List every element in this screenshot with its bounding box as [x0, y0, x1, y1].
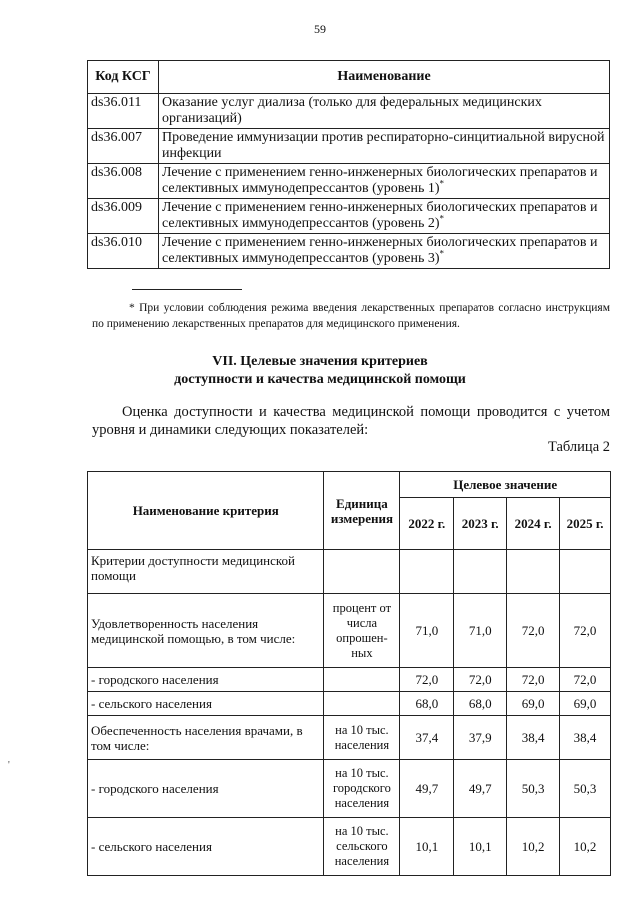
- ksg-name: Лечение с применением генно-инженерных биологических препаратов и селективных иммунодепрессантов (уровень 2)*: [159, 199, 610, 234]
- value-cell: 72,0: [507, 668, 560, 692]
- value-cell: 72,0: [454, 668, 507, 692]
- table-row: [88, 716, 611, 760]
- value-cell: [507, 550, 560, 594]
- table-row: [88, 668, 611, 692]
- footnote-divider: [132, 289, 242, 290]
- criterion-unit: [324, 692, 400, 716]
- criterion-name: - городского населения: [88, 668, 324, 692]
- table-row: [88, 199, 610, 234]
- ksg-name: Лечение с применением генно-инженерных биологических препаратов и селективных иммунодепрессантов (уровень 1)*: [159, 164, 610, 199]
- value-cell: 72,0: [507, 594, 560, 668]
- value-cell: 69,0: [507, 692, 560, 716]
- value-cell: 10,1: [400, 818, 454, 876]
- value-cell: 37,9: [454, 716, 507, 760]
- value-cell: 49,7: [454, 760, 507, 818]
- ksg-code: ds36.011: [88, 94, 159, 129]
- table-row: [88, 760, 611, 818]
- value-cell: 69,0: [560, 692, 611, 716]
- unit-header: Единица измерения: [324, 472, 400, 550]
- footnote-mark: *: [439, 248, 445, 259]
- ksg-code: ds36.009: [88, 199, 159, 234]
- page-number: 59: [314, 22, 326, 36]
- value-cell: 68,0: [454, 692, 507, 716]
- ksg-code: ds36.007: [88, 129, 159, 164]
- table-row: [88, 94, 610, 129]
- year-header: 2025 г.: [560, 498, 611, 550]
- ksg-name-header: Наименование: [159, 61, 610, 94]
- criterion-name: - сельского населения: [88, 692, 324, 716]
- value-cell: [454, 550, 507, 594]
- table-row: [88, 234, 610, 269]
- criterion-name: Обеспеченность населения врачами, в том числе:: [88, 716, 324, 760]
- footnote-mark: *: [439, 178, 445, 189]
- criterion-unit: на 10 тыс. городского населения: [324, 760, 400, 818]
- value-cell: 72,0: [560, 668, 611, 692]
- ksg-code-header: Код КСГ: [88, 61, 159, 94]
- year-header: 2022 г.: [400, 498, 454, 550]
- value-cell: 71,0: [454, 594, 507, 668]
- value-cell: 72,0: [560, 594, 611, 668]
- footnote: * При условии соблюдения режима введения лекарственных препаратов согласно инструкциям по применению лекарственных препаратов для медицинского применения.: [92, 302, 610, 330]
- section-heading: [0, 353, 640, 389]
- intro-paragraph: Оценка доступности и качества медицинской помощи проводится с учетом уровня и динамики следующих показателей:: [92, 404, 610, 438]
- table-row: [88, 594, 611, 668]
- value-cell: 50,3: [560, 760, 611, 818]
- value-cell: 50,3: [507, 760, 560, 818]
- value-cell: 38,4: [560, 716, 611, 760]
- table-row: [88, 818, 611, 876]
- criterion-name: Удовлетворенность населения медицинской помощью, в том числе:: [88, 594, 324, 668]
- ksg-code: ds36.010: [88, 234, 159, 269]
- target-value-header: Целевое значение: [400, 472, 611, 498]
- ksg-table: [87, 60, 610, 269]
- value-cell: [400, 550, 454, 594]
- value-cell: 72,0: [400, 668, 454, 692]
- criterion-name: Критерии доступности медицинской помощи: [88, 550, 324, 594]
- value-cell: 68,0: [400, 692, 454, 716]
- ksg-code: ds36.008: [88, 164, 159, 199]
- ksg-name: Лечение с применением генно-инженерных биологических препаратов и селективных иммунодепрессантов (уровень 3)*: [159, 234, 610, 269]
- footnote-mark: *: [439, 213, 445, 224]
- value-cell: 37,4: [400, 716, 454, 760]
- year-header: 2023 г.: [454, 498, 507, 550]
- table-row: [88, 550, 611, 594]
- ksg-name: Оказание услуг диализа (только для федеральных медицинских организаций): [159, 94, 610, 129]
- criterion-unit: процент от числа опрошен-ных: [324, 594, 400, 668]
- criterion-name: - сельского населения: [88, 818, 324, 876]
- section-heading-line-2: доступности и качества медицинской помощи: [174, 372, 466, 387]
- value-cell: 10,2: [560, 818, 611, 876]
- criterion-unit: [324, 668, 400, 692]
- criterion-unit: на 10 тыс. сельского населения: [324, 818, 400, 876]
- criteria-header-row: [88, 472, 611, 498]
- criterion-unit: [324, 550, 400, 594]
- table-label: Таблица 2: [547, 439, 610, 455]
- criterion-name-header: Наименование критерия: [88, 472, 324, 550]
- criterion-name: - городского населения: [88, 760, 324, 818]
- value-cell: 10,1: [454, 818, 507, 876]
- value-cell: 71,0: [400, 594, 454, 668]
- value-cell: 38,4: [507, 716, 560, 760]
- criteria-table: [87, 471, 611, 876]
- table-row: [88, 129, 610, 164]
- value-cell: [560, 550, 611, 594]
- section-heading-line-1: VII. Целевые значения критериев: [212, 354, 428, 369]
- year-header: 2024 г.: [507, 498, 560, 550]
- ksg-table-header: [88, 61, 610, 94]
- scan-mark: ': [8, 760, 10, 771]
- value-cell: 10,2: [507, 818, 560, 876]
- table-row: [88, 692, 611, 716]
- criterion-unit: на 10 тыс. населения: [324, 716, 400, 760]
- value-cell: 49,7: [400, 760, 454, 818]
- ksg-name: Проведение иммунизации против респираторно-синцитиальной вирусной инфекции: [159, 129, 610, 164]
- table-row: [88, 164, 610, 199]
